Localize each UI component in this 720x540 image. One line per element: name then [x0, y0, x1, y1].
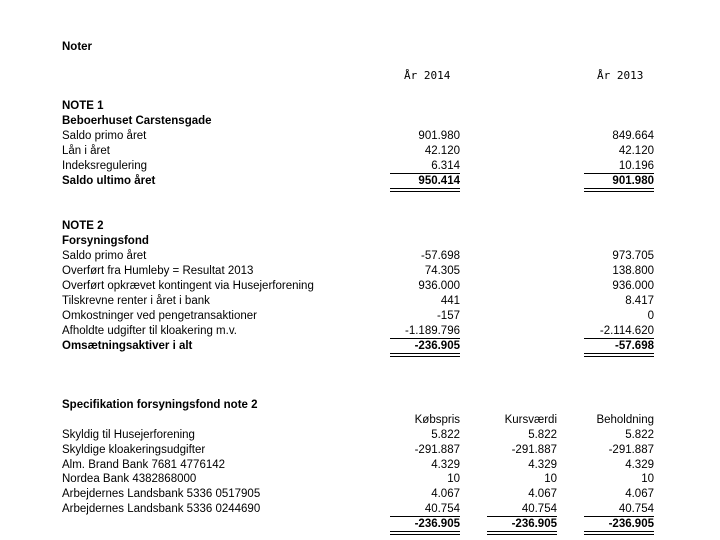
spec-row-label: Alm. Brand Bank 7681 4776142: [62, 459, 226, 471]
note2-total-double-line-2013: [584, 353, 654, 357]
note2-row-value-2013: -2.114.620: [599, 325, 654, 337]
spec-total-double-line-beh: [584, 531, 654, 535]
spec-row-kob: 4.067: [431, 488, 460, 500]
note1-total-double-line-2014: [390, 188, 460, 192]
spec-row-kob: 5.822: [431, 429, 460, 441]
note2-row-label: Omkostninger ved pengetransaktioner: [62, 310, 257, 322]
spec-row-beh: 40.754: [618, 503, 654, 515]
note2-row-label: Overført fra Humleby = Resultat 2013: [62, 265, 254, 277]
note1-total-label: Saldo ultimo året: [62, 175, 156, 187]
spec-row-kurs: 10: [544, 473, 557, 485]
note2-row-label: Tilskrevne renter i året i bank: [62, 295, 210, 307]
note1-row-value-2014: 42.120: [424, 145, 460, 157]
spec-total-double-line-kurs: [487, 531, 557, 535]
spec-col-kobspris: Købspris: [414, 414, 460, 426]
spec-row-label: Arbejdernes Landsbank 5336 0244690: [62, 503, 261, 515]
spec-col-kursvaerdi: Kursværdi: [504, 414, 557, 426]
note2-row-value-2014: 441: [440, 295, 460, 307]
spec-row-kob: 40.754: [424, 503, 460, 515]
note2-row-value-2014: 936.000: [418, 280, 460, 292]
spec-row-kurs: 4.067: [528, 488, 557, 500]
note2-label: NOTE 2: [62, 220, 104, 232]
spec-row-label: Nordea Bank 4382868000: [62, 473, 197, 485]
spec-total-kurs: -236.905: [511, 518, 557, 530]
note2-row-value-2014: -57.698: [420, 250, 460, 262]
note2-row-label: Saldo primo året: [62, 250, 147, 262]
spec-total-kob: -236.905: [414, 518, 460, 530]
spec-row-beh: -291.887: [608, 444, 654, 456]
spec-row-kob: 10: [447, 473, 460, 485]
spec-row-kurs: 5.822: [528, 429, 557, 441]
note2-row-value-2013: 138.800: [612, 265, 654, 277]
note1-total-2014: 950.414: [418, 175, 460, 187]
spec-total-beh: -236.905: [608, 518, 654, 530]
spec-row-beh: 10: [641, 473, 654, 485]
spec-row-label: Skyldig til Husejerforening: [62, 429, 195, 441]
spec-row-label: Arbejdernes Landsbank 5336 0517905: [62, 488, 261, 500]
spec-row-kurs: -291.887: [511, 444, 557, 456]
year-header-2014: År 2014: [404, 69, 451, 82]
note2-row-value-2013: 936.000: [612, 280, 654, 292]
note1-row-label: Saldo primo året: [62, 130, 147, 142]
note1-total-double-line-2013: [584, 188, 654, 192]
note2-row-value-2014: -157: [436, 310, 460, 322]
page-title: Noter: [62, 41, 93, 53]
spec-row-kurs: 40.754: [521, 503, 557, 515]
note2-row-label: Afholdte udgifter til kloakering m.v.: [62, 325, 237, 337]
note2-total-2013: -57.698: [614, 340, 654, 352]
year-header-2013: År 2013: [597, 69, 644, 82]
note2-heading: Forsyningsfond: [62, 235, 149, 247]
spec-row-kurs: 4.329: [528, 459, 557, 471]
spec-row-beh: 4.067: [625, 488, 654, 500]
spec-col-beholdning: Beholdning: [596, 414, 654, 426]
note2-row-label: Overført opkrævet kontingent via Husejerforening: [62, 280, 314, 292]
note2-row-value-2013: 973.705: [612, 250, 654, 262]
note2-row-value-2013: 0: [647, 310, 654, 322]
spec-row-label: Skyldige kloakeringsudgifter: [62, 444, 206, 456]
note1-row-label: Lån i året: [62, 145, 110, 157]
note2-row-value-2014: 74.305: [424, 265, 460, 277]
note1-row-value-2013: 849.664: [612, 130, 654, 142]
spec-heading: Specifikation forsyningsfond note 2: [62, 399, 258, 411]
note2-row-value-2013: 8.417: [625, 295, 654, 307]
note2-total-2014: -236.905: [414, 340, 460, 352]
note1-row-label: Indeksregulering: [62, 160, 148, 172]
spec-row-beh: 5.822: [625, 429, 654, 441]
note2-total-double-line-2014: [390, 353, 460, 357]
note1-row-value-2014: 901.980: [418, 130, 460, 142]
note2-total-label: Omsætningsaktiver i alt: [62, 340, 193, 352]
spec-row-kob: -291.887: [414, 444, 460, 456]
note1-total-2013: 901.980: [612, 175, 654, 187]
note1-row-value-2013: 42.120: [618, 145, 654, 157]
note1-row-value-2014: 6.314: [431, 160, 460, 172]
note1-heading: Beboerhuset Carstensgade: [62, 115, 212, 127]
spec-row-kob: 4.329: [431, 459, 460, 471]
note1-label: NOTE 1: [62, 100, 104, 112]
spec-total-double-line-kob: [390, 531, 460, 535]
note2-row-value-2014: -1.189.796: [405, 325, 460, 337]
spec-row-beh: 4.329: [625, 459, 654, 471]
note1-row-value-2013: 10.196: [618, 160, 654, 172]
